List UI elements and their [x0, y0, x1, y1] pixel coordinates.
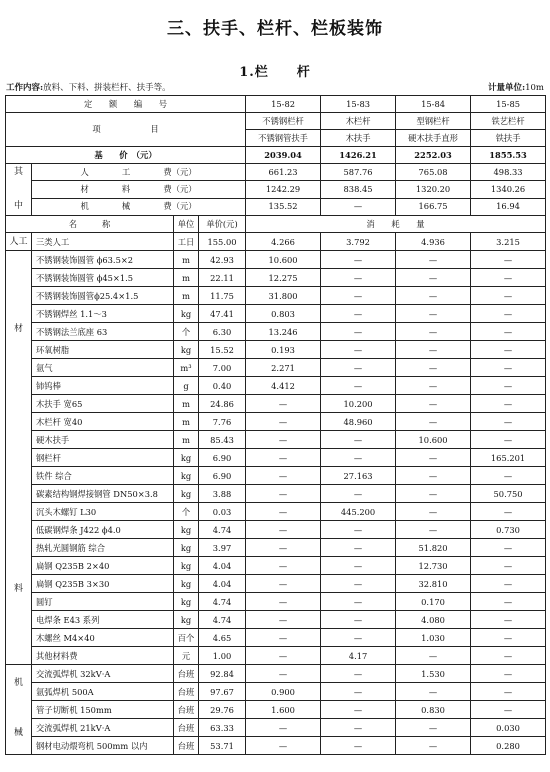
consumption-value: — — [246, 413, 321, 431]
table-row — [6, 503, 546, 521]
consumption-value: — — [246, 521, 321, 539]
consumption-value: — — [396, 647, 471, 665]
consumption-value: — — [396, 305, 471, 323]
labor-fee-label: 人 工 费（元） — [32, 164, 246, 181]
consumption-header: 消 耗 量 — [246, 216, 546, 233]
item-unit: m — [174, 251, 199, 269]
consumption-value: — — [471, 683, 546, 701]
table-row — [6, 665, 546, 683]
item-name: 其他材料费 — [32, 647, 174, 665]
consumption-value: — — [321, 323, 396, 341]
quota-code: 15-85 — [471, 96, 546, 113]
consumption-value: — — [321, 539, 396, 557]
table-row — [6, 431, 546, 449]
material-fee: 1242.29 — [246, 181, 321, 198]
consumption-value: 1.600 — [246, 701, 321, 719]
among-char-2: 中 — [13, 201, 23, 211]
item-unit: 工日 — [174, 233, 199, 251]
item-unit: 元 — [174, 647, 199, 665]
category-label: 机 — [13, 678, 23, 688]
consumption-value: — — [471, 539, 546, 557]
item-price: 4.04 — [199, 575, 246, 593]
consumption-value: 10.600 — [246, 251, 321, 269]
consumption-value: 0.193 — [246, 341, 321, 359]
consumption-value: 32.810 — [396, 575, 471, 593]
item-name: 电焊条 E43 系列 — [32, 611, 174, 629]
item-name: 钢材电动煨弯机 500mm 以内 — [32, 737, 174, 755]
consumption-value: — — [246, 575, 321, 593]
consumption-value: — — [246, 647, 321, 665]
item-unit: kg — [174, 485, 199, 503]
consumption-value: — — [246, 503, 321, 521]
item-name: 木扶手 — [321, 130, 396, 147]
consumption-value: — — [321, 359, 396, 377]
table-row — [6, 521, 546, 539]
consumption-value: — — [471, 305, 546, 323]
item-name: 硬木扶手 — [32, 431, 174, 449]
work-content — [6, 81, 171, 93]
consumption-value: — — [471, 323, 546, 341]
item-price: 15.52 — [199, 341, 246, 359]
table-row — [6, 719, 546, 737]
unit-column-header: 单位 — [174, 216, 199, 233]
item-name: 硬木扶手直形 — [396, 130, 471, 147]
table-row — [6, 683, 546, 701]
item-unit: 台班 — [174, 683, 199, 701]
consumption-value: — — [246, 737, 321, 755]
consumption-value: — — [471, 395, 546, 413]
consumption-value: — — [471, 575, 546, 593]
item-unit: 百个 — [174, 629, 199, 647]
consumption-value: — — [396, 467, 471, 485]
item-unit: m — [174, 287, 199, 305]
consumption-value: — — [246, 719, 321, 737]
consumption-value: — — [396, 503, 471, 521]
consumption-value: — — [396, 395, 471, 413]
unit-label: 计量单位: — [487, 83, 526, 93]
item-price: 97.67 — [199, 683, 246, 701]
item-name: 铁扶手 — [471, 130, 546, 147]
among-label — [6, 164, 32, 216]
item-name: 扁钢 Q235B 2×40 — [32, 557, 174, 575]
consumption-value: 13.246 — [246, 323, 321, 341]
machine-fee: 135.52 — [246, 198, 321, 215]
consumption-value: — — [396, 449, 471, 467]
item-unit: 个 — [174, 503, 199, 521]
consumption-value: — — [471, 701, 546, 719]
consumption-value: — — [321, 611, 396, 629]
consumption-value: 445.200 — [321, 503, 396, 521]
item-name: 铈钨棒 — [32, 377, 174, 395]
consumption-value: — — [321, 485, 396, 503]
consumption-value: — — [246, 611, 321, 629]
consumption-value: — — [321, 575, 396, 593]
item-unit: m — [174, 269, 199, 287]
base-price: 2039.04 — [246, 147, 321, 164]
item-row-1 — [6, 113, 546, 130]
consumption-value: — — [246, 557, 321, 575]
consumption-value: 50.750 — [471, 485, 546, 503]
consumption-value: 1.530 — [396, 665, 471, 683]
item-name: 木栏杆 宽40 — [32, 413, 174, 431]
table-row — [6, 557, 546, 575]
base-price-row — [6, 147, 546, 164]
item-unit: 台班 — [174, 665, 199, 683]
category-machine — [6, 665, 32, 755]
consumption-value: — — [321, 737, 396, 755]
name-column-header: 名 称 — [6, 216, 174, 233]
machine-fee: — — [321, 198, 396, 215]
material-fee: 1320.20 — [396, 181, 471, 198]
item-name: 型钢栏杆 — [396, 113, 471, 130]
item-name: 木栏杆 — [321, 113, 396, 130]
table-row — [6, 377, 546, 395]
consumption-value: — — [396, 359, 471, 377]
quota-code: 15-82 — [246, 96, 321, 113]
quota-number-label: 定 额 编 号 — [6, 96, 246, 113]
consumption-value: — — [321, 287, 396, 305]
table-row — [6, 467, 546, 485]
labor-fee: 661.23 — [246, 164, 321, 181]
item-name: 三类人工 — [32, 233, 174, 251]
item-price: 7.76 — [199, 413, 246, 431]
consumption-value: 48.960 — [321, 413, 396, 431]
consumption-value: 1.030 — [396, 629, 471, 647]
item-name: 不锈钢装饰圆管 ϕ45×1.5 — [32, 269, 174, 287]
item-price: 11.75 — [199, 287, 246, 305]
table-row — [6, 413, 546, 431]
material-fee: 1340.26 — [471, 181, 546, 198]
table-row — [6, 233, 546, 251]
work-content-text: 放料、下料、拼装栏杆、扶手等。 — [43, 83, 171, 93]
consumption-value: 12.730 — [396, 557, 471, 575]
item-price: 4.04 — [199, 557, 246, 575]
consumption-value: 27.163 — [321, 467, 396, 485]
item-price: 63.33 — [199, 719, 246, 737]
labor-fee: 587.76 — [321, 164, 396, 181]
consumption-value: — — [396, 269, 471, 287]
consumption-value: — — [471, 665, 546, 683]
consumption-value: — — [321, 557, 396, 575]
consumption-value: — — [321, 521, 396, 539]
consumption-value: — — [321, 377, 396, 395]
category-label: 料 — [13, 584, 23, 594]
item-unit: 台班 — [174, 719, 199, 737]
consumption-value: 31.800 — [246, 287, 321, 305]
consumption-value: 0.170 — [396, 593, 471, 611]
consumption-value: — — [246, 467, 321, 485]
table-row — [6, 359, 546, 377]
consumption-value: — — [246, 629, 321, 647]
consumption-value: — — [471, 593, 546, 611]
consumption-value: — — [321, 431, 396, 449]
item-price: 6.30 — [199, 323, 246, 341]
category-label: 材 — [13, 324, 23, 334]
item-name: 不锈钢栏杆 — [246, 113, 321, 130]
page-title: 三、扶手、栏杆、栏板装饰 — [167, 19, 383, 39]
item-name: 木螺丝 M4×40 — [32, 629, 174, 647]
consumption-value: 0.830 — [396, 701, 471, 719]
item-name: 氩弧焊机 500A — [32, 683, 174, 701]
item-name: 木扶手 宽65 — [32, 395, 174, 413]
category-label: 械 — [13, 728, 23, 738]
base-price: 1426.21 — [321, 147, 396, 164]
consumption-value: — — [396, 377, 471, 395]
table-row — [6, 593, 546, 611]
base-price: 1855.53 — [471, 147, 546, 164]
item-name: 碳素结构钢焊接钢管 DN50×3.8 — [32, 485, 174, 503]
base-price: 2252.03 — [396, 147, 471, 164]
item-price: 47.41 — [199, 305, 246, 323]
consumption-value: — — [471, 611, 546, 629]
consumption-value: — — [321, 251, 396, 269]
machine-fee-row — [6, 198, 546, 215]
consumption-value: 0.030 — [471, 719, 546, 737]
consumption-value: 4.080 — [396, 611, 471, 629]
item-name: 不锈钢装饰圆管 ϕ63.5×2 — [32, 251, 174, 269]
item-unit: m — [174, 395, 199, 413]
table-row — [6, 485, 546, 503]
consumption-value: 0.900 — [246, 683, 321, 701]
item-name: 环氧树脂 — [32, 341, 174, 359]
consumption-value: — — [396, 323, 471, 341]
consumption-value: — — [396, 521, 471, 539]
consumption-value: 2.271 — [246, 359, 321, 377]
item-price: 92.84 — [199, 665, 246, 683]
consumption-value: — — [396, 719, 471, 737]
item-name: 交流弧焊机 21kV·A — [32, 719, 174, 737]
consumption-value: — — [321, 665, 396, 683]
item-price: 24.86 — [199, 395, 246, 413]
item-name: 钢栏杆 — [32, 449, 174, 467]
consumption-value: — — [321, 269, 396, 287]
consumption-value: 0.803 — [246, 305, 321, 323]
item-name: 低碳钢焊条 J422 ϕ4.0 — [32, 521, 174, 539]
item-name: 扁钢 Q235B 3×30 — [32, 575, 174, 593]
item-unit: kg — [174, 341, 199, 359]
section-title: 1.栏 杆 — [239, 65, 311, 80]
consumption-value: — — [471, 467, 546, 485]
table-row — [6, 629, 546, 647]
consumption-value: — — [471, 503, 546, 521]
item-unit: 台班 — [174, 701, 199, 719]
consumption-value: 4.936 — [396, 233, 471, 251]
item-price: 4.74 — [199, 593, 246, 611]
consumption-value: — — [321, 593, 396, 611]
table-row — [6, 647, 546, 665]
consumption-value: — — [321, 629, 396, 647]
item-unit: 台班 — [174, 737, 199, 755]
item-name: 铁艺栏杆 — [471, 113, 546, 130]
among-char-1: 其 — [13, 167, 23, 177]
consumption-value: — — [396, 341, 471, 359]
consumption-value: — — [321, 701, 396, 719]
item-name: 管子切断机 150mm — [32, 701, 174, 719]
table-row — [6, 395, 546, 413]
item-unit: kg — [174, 575, 199, 593]
consumption-value: 0.280 — [471, 737, 546, 755]
consumption-value: 51.820 — [396, 539, 471, 557]
item-unit: m — [174, 431, 199, 449]
consumption-value: — — [471, 269, 546, 287]
table-row — [6, 287, 546, 305]
consumption-value: — — [471, 251, 546, 269]
category-labor — [6, 233, 32, 251]
material-fee: 838.45 — [321, 181, 396, 198]
item-name: 热轧光圆钢筋 综合 — [32, 539, 174, 557]
consumption-value: 4.17 — [321, 647, 396, 665]
consumption-value: 3.792 — [321, 233, 396, 251]
item-price: 22.11 — [199, 269, 246, 287]
consumption-value: — — [471, 359, 546, 377]
table-row — [6, 737, 546, 755]
item-unit: m — [174, 413, 199, 431]
item-price: 85.43 — [199, 431, 246, 449]
item-unit: kg — [174, 539, 199, 557]
item-unit: kg — [174, 521, 199, 539]
item-unit: kg — [174, 449, 199, 467]
item-unit: m³ — [174, 359, 199, 377]
consumption-value: — — [321, 719, 396, 737]
item-name: 不锈钢焊丝 1.1～3 — [32, 305, 174, 323]
machine-fee: 16.94 — [471, 198, 546, 215]
price-column-header: 单价(元) — [199, 216, 246, 233]
consumption-value: 10.600 — [396, 431, 471, 449]
consumption-value: — — [471, 557, 546, 575]
item-label: 项 目 — [6, 113, 246, 147]
work-content-label: 工作内容: — [6, 83, 44, 93]
table-row — [6, 575, 546, 593]
item-price: 155.00 — [199, 233, 246, 251]
category-material — [6, 251, 32, 665]
material-fee-label: 材 料 费（元） — [32, 181, 246, 198]
consumption-value: — — [246, 485, 321, 503]
item-name: 不锈钢装饰圆管ϕ25.4×1.5 — [32, 287, 174, 305]
labor-fee: 765.08 — [396, 164, 471, 181]
consumption-value: — — [321, 341, 396, 359]
item-price: 3.97 — [199, 539, 246, 557]
item-name: 交流弧焊机 32kV·A — [32, 665, 174, 683]
item-unit: kg — [174, 557, 199, 575]
item-name: 圆钉 — [32, 593, 174, 611]
consumption-value: — — [396, 287, 471, 305]
item-price: 0.40 — [199, 377, 246, 395]
consumption-value: — — [396, 683, 471, 701]
item-price: 53.71 — [199, 737, 246, 755]
consumption-value: — — [321, 449, 396, 467]
table-row — [6, 539, 546, 557]
item-price: 4.74 — [199, 521, 246, 539]
table-row — [6, 341, 546, 359]
item-unit: kg — [174, 611, 199, 629]
quota-table — [5, 95, 546, 755]
consumption-value: 3.215 — [471, 233, 546, 251]
consumption-value: — — [246, 539, 321, 557]
consumption-value: — — [471, 413, 546, 431]
item-unit: kg — [174, 467, 199, 485]
table-row — [6, 449, 546, 467]
consumption-value: — — [396, 413, 471, 431]
consumption-value: — — [471, 431, 546, 449]
item-price: 6.90 — [199, 449, 246, 467]
column-header-row — [6, 216, 546, 233]
item-price: 29.76 — [199, 701, 246, 719]
table-row — [6, 251, 546, 269]
item-price: 3.88 — [199, 485, 246, 503]
machine-fee: 166.75 — [396, 198, 471, 215]
consumption-value: — — [396, 251, 471, 269]
item-name: 沉头木螺钉 L30 — [32, 503, 174, 521]
consumption-value: — — [321, 683, 396, 701]
consumption-value: 12.275 — [246, 269, 321, 287]
item-price: 4.65 — [199, 629, 246, 647]
table-row — [6, 611, 546, 629]
item-name: 氩气 — [32, 359, 174, 377]
consumption-value: — — [321, 305, 396, 323]
labor-fee-row — [6, 164, 546, 181]
consumption-value: — — [471, 629, 546, 647]
consumption-value: — — [246, 431, 321, 449]
consumption-value: — — [396, 737, 471, 755]
consumption-value: — — [396, 485, 471, 503]
item-price: 42.93 — [199, 251, 246, 269]
item-price: 4.74 — [199, 611, 246, 629]
consumption-value: — — [471, 341, 546, 359]
item-price: 7.00 — [199, 359, 246, 377]
item-name: 铁件 综合 — [32, 467, 174, 485]
consumption-value: 4.266 — [246, 233, 321, 251]
material-fee-row — [6, 181, 546, 198]
table-row — [6, 305, 546, 323]
consumption-value: — — [246, 593, 321, 611]
consumption-value: — — [246, 395, 321, 413]
table-row — [6, 701, 546, 719]
table-row — [6, 323, 546, 341]
measurement-unit — [488, 81, 544, 93]
item-unit: 个 — [174, 323, 199, 341]
quota-code: 15-84 — [396, 96, 471, 113]
consumption-value: 10.200 — [321, 395, 396, 413]
quota-number-row — [6, 96, 546, 113]
table-row — [6, 269, 546, 287]
consumption-value: — — [471, 287, 546, 305]
item-price: 6.90 — [199, 467, 246, 485]
item-price: 1.00 — [199, 647, 246, 665]
category-label: 人工 — [9, 236, 28, 247]
consumption-value: — — [246, 665, 321, 683]
consumption-value: 165.201 — [471, 449, 546, 467]
consumption-value: 4.412 — [246, 377, 321, 395]
consumption-value: — — [246, 449, 321, 467]
item-price: 0.03 — [199, 503, 246, 521]
unit-value: 10m — [525, 83, 544, 93]
quota-code: 15-83 — [321, 96, 396, 113]
item-unit: g — [174, 377, 199, 395]
item-unit: kg — [174, 305, 199, 323]
item-name: 不锈钢法兰底座 63 — [32, 323, 174, 341]
item-unit: kg — [174, 593, 199, 611]
base-price-label: 基 价 （元） — [6, 147, 246, 164]
consumption-value: — — [471, 647, 546, 665]
item-name: 不锈钢管扶手 — [246, 130, 321, 147]
consumption-value: 0.730 — [471, 521, 546, 539]
labor-fee: 498.33 — [471, 164, 546, 181]
consumption-value: — — [471, 377, 546, 395]
machine-fee-label: 机 械 费（元） — [32, 198, 246, 215]
